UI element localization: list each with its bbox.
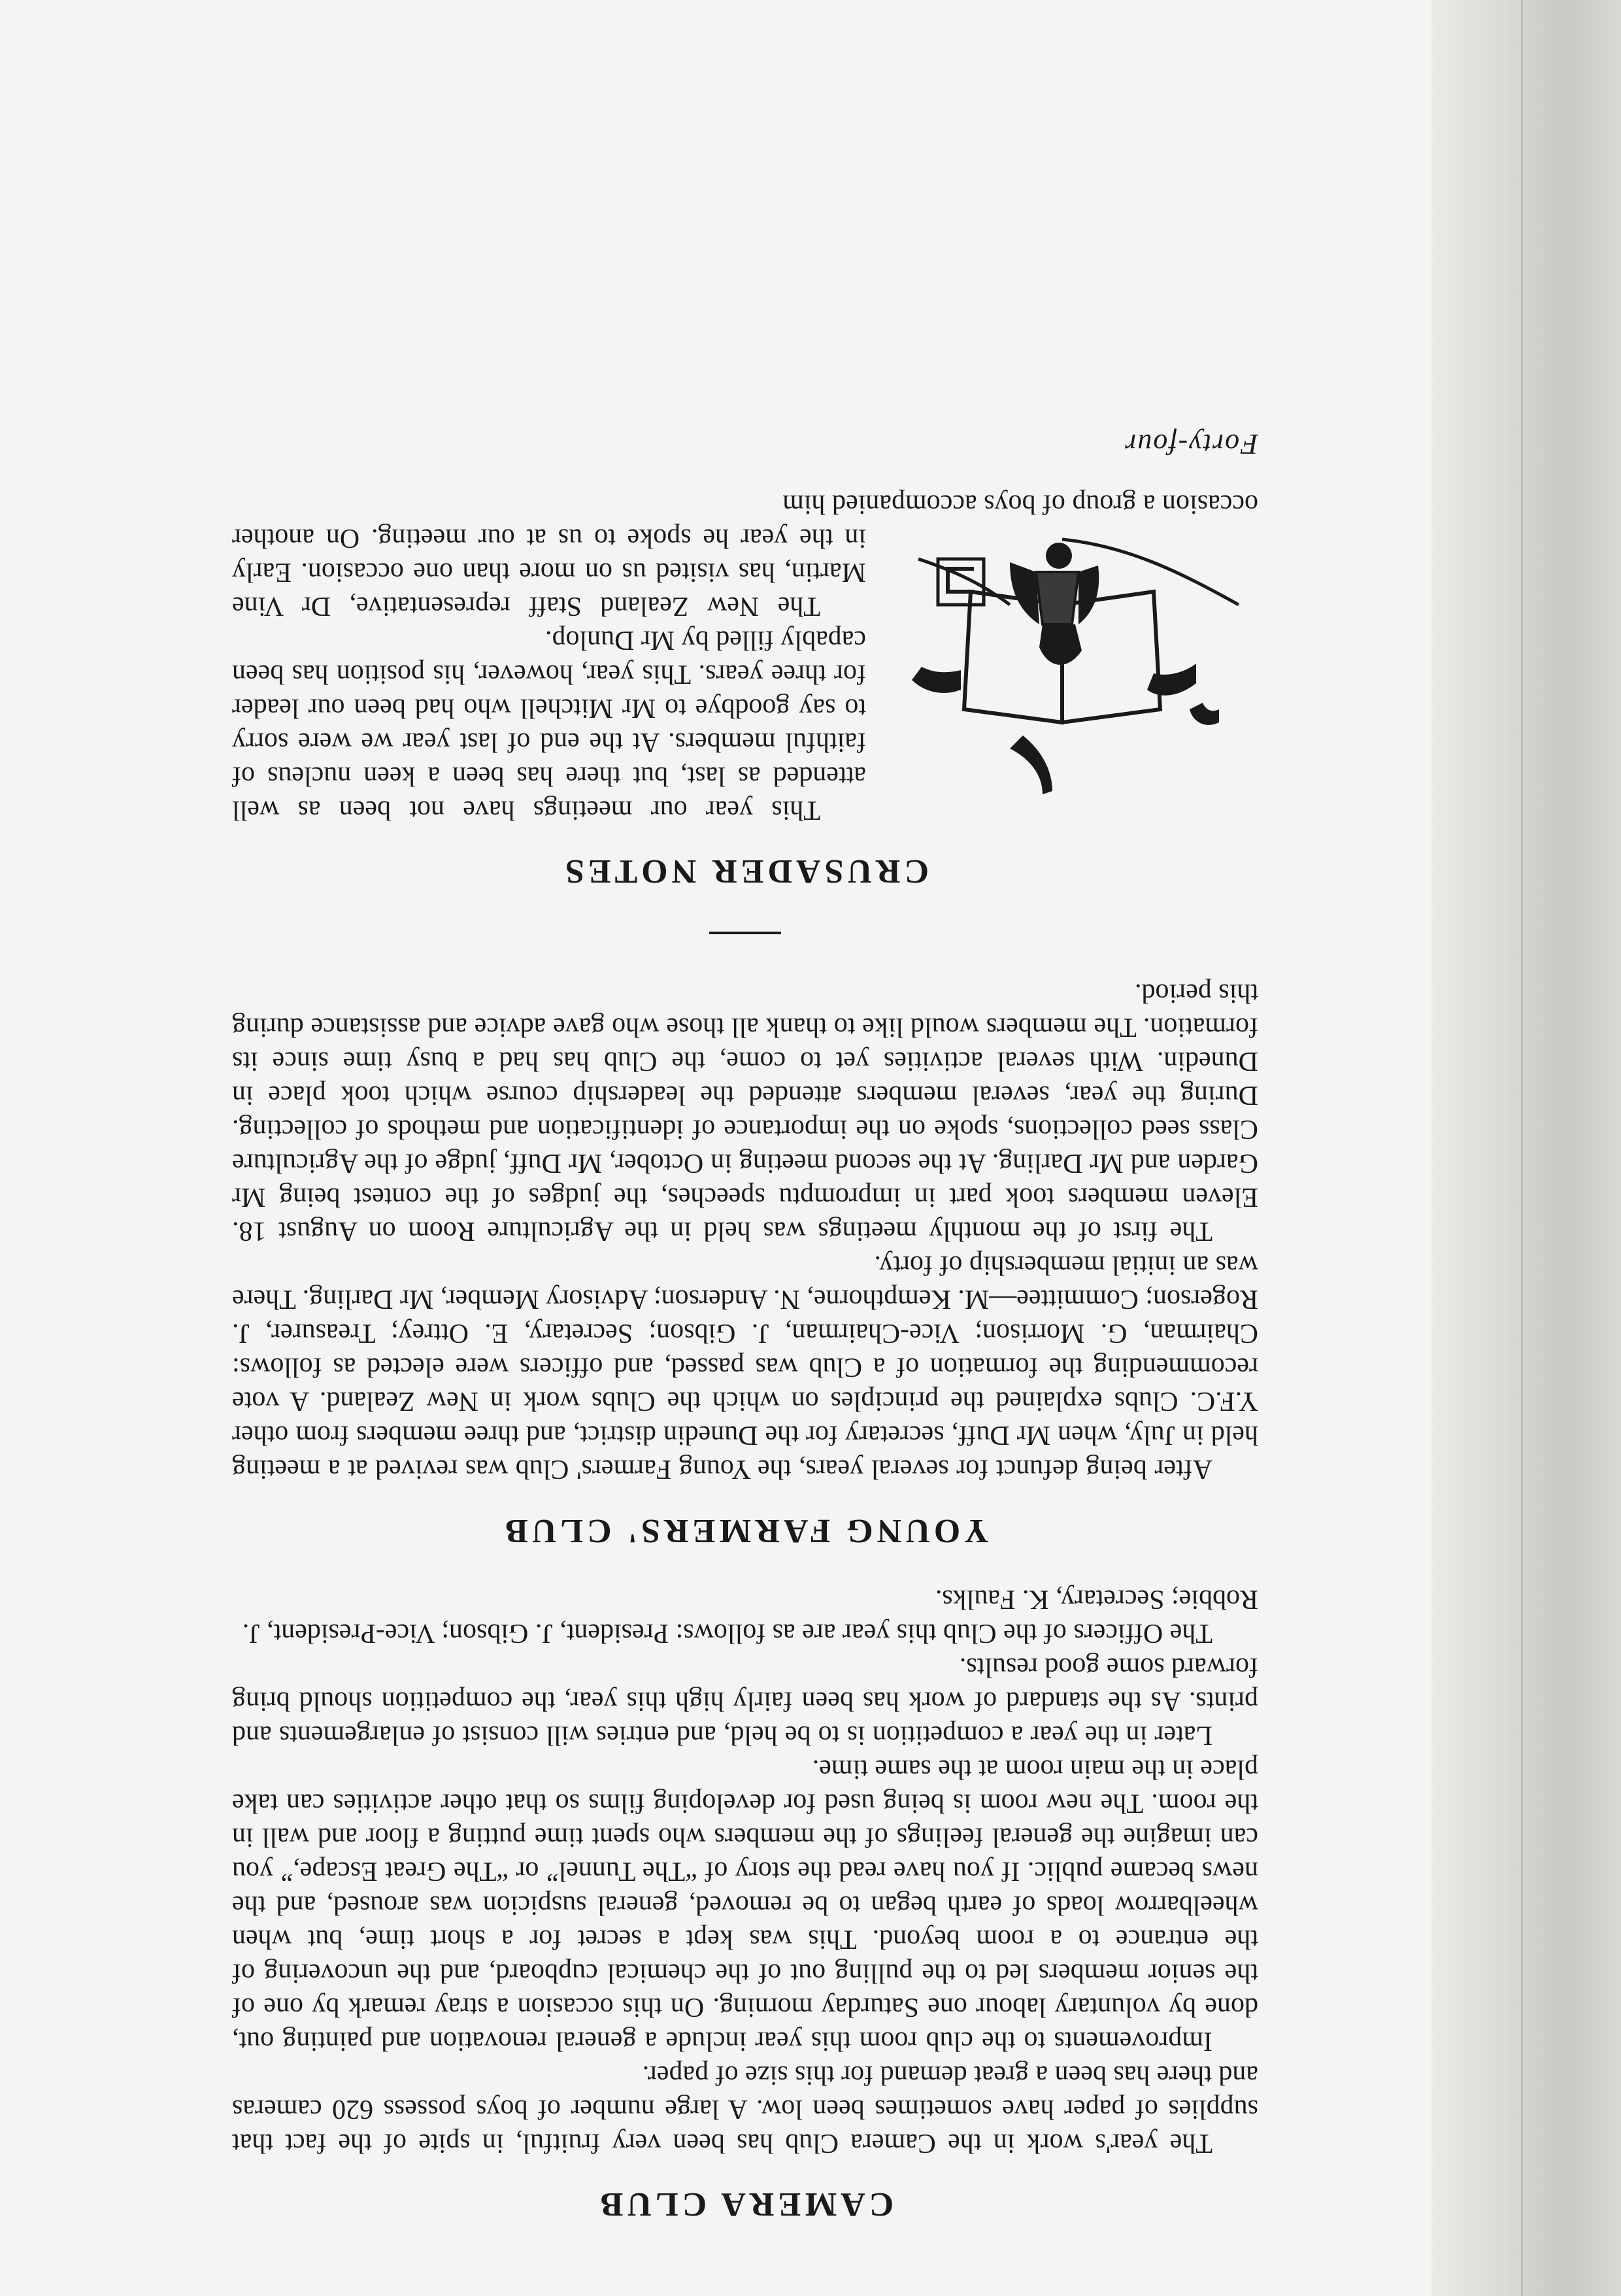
crusader-illustration: [892, 533, 1258, 820]
section-divider: [709, 932, 781, 934]
young-farmers-club-paragraph: The first of the monthly meetings was held in the Agriculture Room on August 18. Eleven members took part in impromptu speeches, the judges of the contest being Mr Garden and Mr Darling. At the second meeting in October, Mr Duff, judge of the Agriculture Class seed collections, spoke on the importance of identification and methods of collecting. During the year, several members attended the leadership course which took place in Dunedin. With several activities yet to come, the Club has had a busy time since its formation. The members would like to thank all those who gave advice and assistance during this period.: [232, 978, 1258, 1247]
young-farmers-club-title: YOUNG FARMERS' CLUB: [501, 1511, 989, 1549]
camera-club-paragraph: The year's work in the Camera Club has been very fruitful, in spite of the fact that supplies of paper have sometimes been low. A large number of boys possess 620 cameras and there has been a great demand for this size of paper.: [232, 2059, 1258, 2158]
page-number: Forty-four: [1124, 428, 1258, 460]
crusader-notes-title: CRUSADER NOTES: [561, 853, 929, 890]
camera-club-officers: The Officers of the Club this year are as follows: President, J. Gibson; Vice-President, J. Robbie; Secretary, K. Faulks.: [242, 1583, 1258, 1648]
page-content: [232, 428, 1258, 2224]
camera-club-title: CAMERA CLUB: [596, 2186, 894, 2223]
young-farmers-club-paragraph: After being defunct for several years, the Young Farmers' Club was revived at a meeting held in July, when Mr Duff, secretary for the Dunedin district, and three members from other Y.F.C. Clubs explained the principles on which the Clubs work in New Zealand. A vote recommending the formation of a Club was passed, and officers were elected as follows: Chairman, G. Morrison; Vice-Chairman, J. Gibson; Secretary, E. Ottrey; Treasurer, J. Rogerson; Committee—M. Kempthorne, N. Anderson; Advisory Member, Mr Darling. There was an initial membership of forty.: [232, 1250, 1258, 1485]
crusader-notes-paragraph: This year our meetings have not been as well attended as last, but there has been a keen nucleus of faithful members. At the end of last year we were sorry to say goodbye to Mr Mitchell who had been our leader for three years. This year, however, his position has been capably filled by Mr Dunlop.: [232, 624, 866, 825]
camera-club-paragraph: Improvements to the club room this year include a general renovation and painting out, done by voluntary labour one Saturday morning. On this occasion a stray remark by one of the senior members led to the pulling out of the chemical cupboard, and the uncovering of the entrance to a room beyond. This was kept a secret for a short time, but when wheelbarrow loads of earth began to be removed, general suspicion was aroused, and the news became public. If you have read the story of “The Tunnel” or “The Great Escape,” you can imagine the general feelings of the members who spent time putting a floor and wall in the room. The new room is being used for developing films so that other activities can take place in the main room at the same time.: [232, 1753, 1258, 2056]
crusader-notes-section: [232, 487, 1258, 891]
camera-club-paragraph: Later in the year a competition is to be held, and entries will consist of enlargements and prints. As the standard of work has been fairly high this year, the competition should bring forward some good results.: [232, 1651, 1258, 1750]
camera-club-section: [232, 1582, 1258, 2224]
crusader-notes-paragraph: The New Zealand Staff representative, Dr Vine Martin, has visited us on more than one occasion. Early in the year he spoke to us at our meeting. On another occasion a group of boys accompanied him: [232, 488, 1258, 621]
young-farmers-club-section: [232, 976, 1258, 1550]
crusader-woodcut-drawing: [892, 533, 1258, 820]
